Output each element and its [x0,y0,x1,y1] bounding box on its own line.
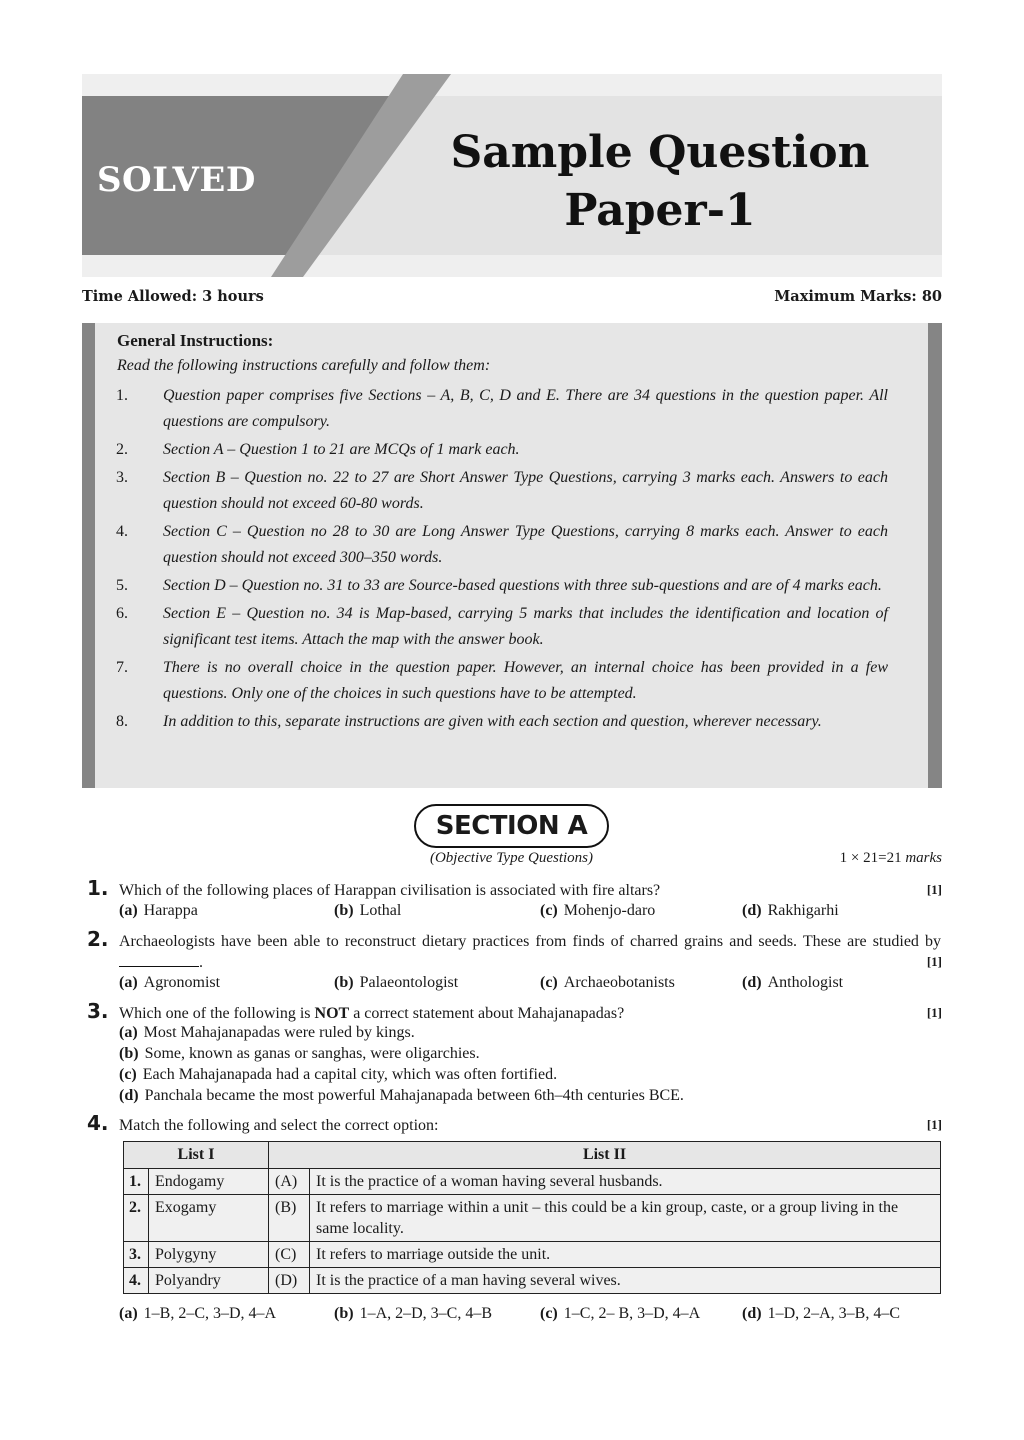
maximum-marks: Maximum Marks: 80 [774,288,942,305]
option-label: (b) [334,1305,354,1322]
solved-badge: SOLVED [97,160,256,200]
title-line-2: Paper-1 [564,185,756,236]
question-text-pre: Which one of the following is [119,1005,311,1022]
option-text: Agronomist [143,974,221,991]
row-number: 2. [124,1195,149,1242]
question-number: 1. [87,876,109,900]
row-term: Polyandry [149,1268,269,1294]
general-instructions-box [82,323,942,788]
option-text: 1–C, 2– B, 3–D, 4–A [563,1305,701,1322]
instruction-text: In addition to this, separate instructions are given with each section and question, wherever necessary. [163,713,822,730]
question-text: Match the following and select the correct option: [119,1117,439,1134]
question-mark: [1] [926,1117,942,1132]
option-label: (c) [540,1305,558,1322]
instruction-number: 3. [116,469,128,486]
table-row [124,1195,941,1242]
section-subtitle: (Objective Type Questions) [429,850,593,866]
row-letter: (C) [269,1242,310,1268]
option-text: Harappa [143,902,198,919]
question-text-post: a correct statement about Mahajanapadas? [353,1005,625,1022]
option-label: (b) [334,974,354,991]
option-d [119,1087,684,1105]
instructions-list [116,383,888,737]
instruction-number: 1. [116,387,128,404]
instructions-heading: General Instructions: [117,331,274,350]
right-accent-bar [928,323,942,788]
row-number: 3. [124,1242,149,1268]
question-emphasis: NOT [314,1005,350,1022]
instruction-item [116,437,888,463]
instruction-text: Section D – Question no. 31 to 33 are Source-based questions with three sub-questions and are of 4 marks each. [163,577,882,594]
question-mark: [1] [926,882,942,897]
row-description: It is the practice of a woman having several husbands. [310,1169,941,1195]
question-mark: [1] [926,954,942,969]
question-number: 3. [87,999,109,1023]
column-header-list-2: List II [269,1142,941,1169]
question-text: Which of the following places of Harappan civilisation is associated with fire altars? [119,882,661,899]
option-b [334,1305,492,1323]
instruction-number: 6. [116,605,128,622]
option-c [119,1066,557,1084]
time-allowed: Time Allowed: 3 hours [82,288,264,305]
option-label: (a) [119,974,138,991]
option-b [334,902,401,920]
instruction-text: Section E – Question no. 34 is Map-based, carrying 5 marks that includes the identification and location of significant test items. Attach the map with the answer book. [163,605,888,648]
option-label: (c) [540,902,558,919]
option-text: Lothal [359,902,402,919]
option-b [119,1045,480,1063]
option-text: Some, known as ganas or sanghas, were oligarchies. [144,1045,480,1062]
option-text: Each Mahajanapada had a capital city, which was often fortified. [142,1066,558,1083]
row-letter: (D) [269,1268,310,1294]
instruction-item [116,465,888,517]
page-title [400,124,920,240]
marks-unit: marks [905,850,942,866]
instruction-number: 4. [116,523,128,540]
question-end: . [199,954,203,971]
option-a [119,1024,415,1042]
instruction-item [116,519,888,571]
option-text: 1–D, 2–A, 3–B, 4–C [767,1305,901,1322]
option-a [119,974,220,992]
row-description: It refers to marriage outside the unit. [310,1242,941,1268]
option-text: Most Mahajanapadas were ruled by kings. [143,1024,415,1041]
table-header-row [124,1142,941,1169]
match-table [123,1141,941,1294]
instruction-text: Section B – Question no. 22 to 27 are Short Answer Type Questions, carrying 3 marks each. Answers to each question should not exceed 60-80 words. [163,469,888,512]
instruction-item [116,383,888,435]
column-header-list-1: List I [124,1142,269,1169]
row-term: Exogamy [149,1195,269,1242]
option-d [742,974,843,992]
instruction-text: Section A – Question 1 to 21 are MCQs of 1 mark each. [163,441,520,458]
question-number: 2. [87,927,109,951]
section-title-pill: SECTION A [414,804,609,848]
option-text: Palaeontologist [359,974,459,991]
row-description: It refers to marriage within a unit – this could be a kin group, caste, or a group living in the same locality. [310,1195,941,1242]
table-row [124,1268,941,1294]
instruction-number: 7. [116,659,128,676]
option-text: Archaeobotanists [563,974,675,991]
fill-in-blank [119,954,199,967]
option-text: 1–A, 2–D, 3–C, 4–B [359,1305,493,1322]
instruction-number: 5. [116,577,128,594]
option-text: Mohenjo-daro [563,902,656,919]
row-description: It is the practice of a man having several wives. [310,1268,941,1294]
section-marks [840,850,942,867]
row-term: Polygyny [149,1242,269,1268]
option-label: (d) [742,902,762,919]
row-number: 1. [124,1169,149,1195]
left-accent-bar [82,323,95,788]
question-text [119,931,941,973]
table-row [124,1242,941,1268]
option-label: (d) [742,974,762,991]
option-text: Anthologist [767,974,844,991]
row-number: 4. [124,1268,149,1294]
option-label: (d) [119,1087,139,1104]
option-c [540,902,655,920]
option-c [540,1305,700,1323]
option-label: (a) [119,902,138,919]
option-d [742,1305,900,1323]
option-label: (c) [119,1066,137,1083]
option-label: (d) [742,1305,762,1322]
table-row [124,1169,941,1195]
option-text: Panchala became the most powerful Mahajanapada between 6th–4th centuries BCE. [144,1087,684,1104]
question-text [119,1003,909,1024]
instruction-item [116,573,888,599]
option-d [742,902,839,920]
instruction-item [116,601,888,653]
instruction-item [116,709,888,735]
question-mark: [1] [926,1005,942,1020]
instructions-intro: Read the following instructions carefully and follow them: [117,357,491,374]
instruction-item [116,655,888,707]
question-body: Archaeologists have been able to reconstruct dietary practices from finds of charred grains and seeds. These are studied by [119,933,941,950]
row-letter: (A) [269,1169,310,1195]
option-label: (a) [119,1305,138,1322]
marks-expression: 1 × 21=21 [839,850,902,866]
option-label: (c) [540,974,558,991]
instruction-number: 8. [116,713,128,730]
question-number: 4. [87,1111,109,1135]
option-text: Rakhigarhi [767,902,839,919]
option-a [119,902,198,920]
option-c [540,974,675,992]
instruction-text: Section C – Question no 28 to 30 are Long Answer Type Questions, carrying 8 marks each. Answer to each question should not exceed 300–350 words. [163,523,888,566]
instruction-text: There is no overall choice in the question paper. However, an internal choice has been provided in a few questions. Only one of the choices in such questions have to be attempted. [163,659,888,702]
option-b [334,974,458,992]
option-label: (b) [334,902,354,919]
option-a [119,1305,276,1323]
option-label: (b) [119,1045,139,1062]
row-letter: (B) [269,1195,310,1242]
instruction-text: Question paper comprises five Sections – A, B, C, D and E. There are 34 questions in the question paper. All questions are compulsory. [163,387,888,430]
option-text: 1–B, 2–C, 3–D, 4–A [143,1305,277,1322]
title-line-1: Sample Question [450,127,870,178]
row-term: Endogamy [149,1169,269,1195]
instruction-number: 2. [116,441,128,458]
option-label: (a) [119,1024,138,1041]
